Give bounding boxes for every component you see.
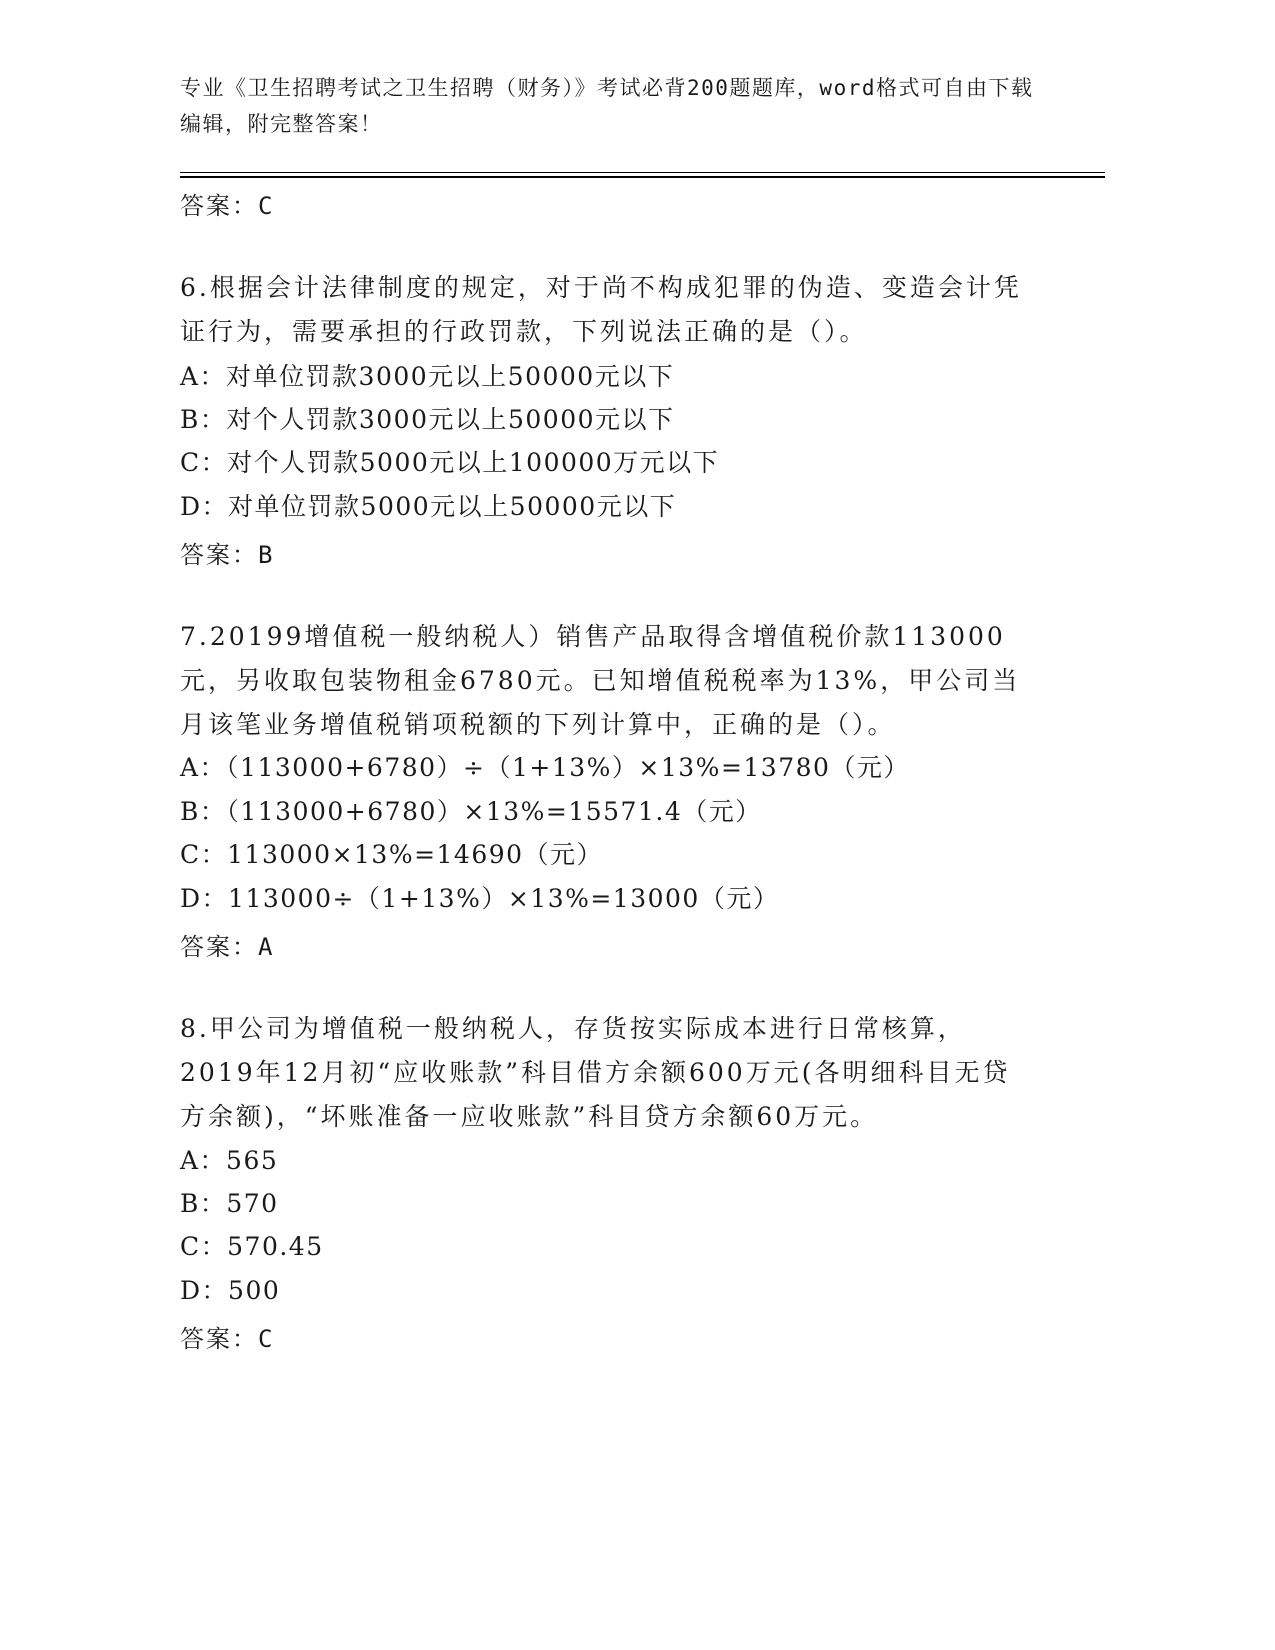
question-6-option-b: B：对个人罚款3000元以上50000元以下 [180, 405, 675, 434]
document-header: 专业《卫生招聘考试之卫生招聘（财务）》考试必背200题题库，word格式可自由下载编辑，附完整答案！ [180, 76, 1034, 136]
question-6-option-a: A：对单位罚款3000元以上50000元以下 [180, 362, 675, 391]
question-7-answer: 答案：A [180, 933, 275, 961]
question-8-option-b: B：570 [180, 1189, 279, 1218]
question-8-option-a: A：565 [180, 1146, 279, 1175]
question-8-text: 8.甲公司为增值税一般纳税人，存货按实际成本进行日常核算，2019年12月初“应收账款”科目借方余额600万元(各明细科目无贷方余额)，“坏账准备一应收账款”科目贷方余额60万元。 [180, 1014, 1011, 1131]
question-7-option-b: B：（113000+6780）×13%=15571.4（元） [180, 797, 762, 826]
question-8-option-d: D：500 [180, 1276, 281, 1305]
question-6-text: 6.根据会计法律制度的规定，对于尚不构成犯罪的伪造、变造会计凭证行为，需要承担的行政罚款，下列说法正确的是（）。 [180, 273, 1022, 346]
question-6-option-d: D：对单位罚款5000元以上50000元以下 [180, 492, 677, 521]
answer-label: 答案：C [180, 192, 275, 220]
question-7-option-d: D：113000÷（1+13%）×13%=13000（元） [180, 884, 780, 913]
question-7-text: 7.20199增值税一般纳税人）销售产品取得含增值税价款113000元，另收取包装物租金6780元。已知增值税税率为13%，甲公司当月该笔业务增值税销项税额的下列计算中，正确的是（）。 [180, 622, 1021, 739]
question-6-answer: 答案：B [180, 541, 275, 569]
question-8-answer: 答案：C [180, 1325, 275, 1353]
question-8-option-c: C：570.45 [180, 1232, 324, 1261]
question-7-option-c: C：113000×13%=14690（元） [180, 840, 604, 869]
header-rule-thin [180, 172, 1105, 173]
header-rule-thick [180, 176, 1105, 178]
question-7-option-a: A：（113000+6780）÷（1+13%）×13%=13780（元） [180, 753, 910, 782]
question-6-option-c: C：对个人罚款5000元以上100000万元以下 [180, 448, 720, 477]
